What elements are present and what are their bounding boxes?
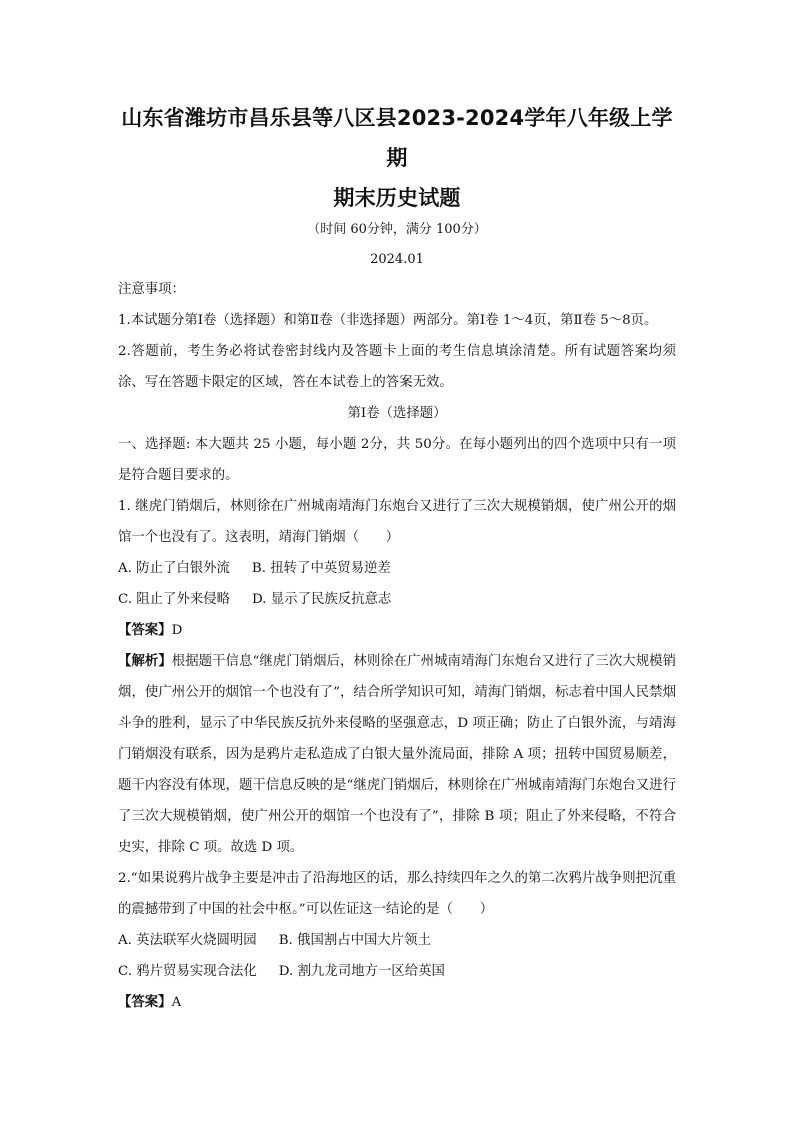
exam-date: 2024.01 [370, 252, 424, 267]
question-1-options-row-2 [118, 584, 676, 615]
notice-heading: 注意事项： [118, 282, 185, 297]
question-2-options-row-1 [118, 925, 676, 956]
question-2-options-row-2 [118, 956, 676, 987]
question-1-analysis [118, 646, 676, 863]
analysis-text: 根据题干信息“继虎门销烟后，林则徐在广州城南靖海门东炮台又进行了三次大规模销烟，使广州公开的烟馆一个也没有了”，结合所学知识可知，靖海门销烟，标志着中国人民禁烟斗争的胜利，显示了中华民族反抗外来侵略的坚强意志，D 项正确；防止了白银外流，与靖海门销烟没有联系，因为是鸦片走私造成了白银大量外流局面，排除 A 项；扭转中国贸易顺差，题干内容没有体现，题干信息反映的是“继虎门销烟后，林则徐在广州城南靖海门东炮台又进行了三次大规模销烟，使广州公开的烟馆一个也没有了”，排除 B 项；阻止了外来侵略，不符合史实，排除 C 项。故选 D 项。 [118, 654, 677, 855]
section-instructions: 一、选择题: 本大题共 25 小题，每小题 2分，共 50分。在每小题列出的四个选项中只有一项是符合题目要求的。 [118, 437, 676, 483]
question-1-option-b: B. 扭转了中英贸易逆差 [251, 561, 391, 576]
analysis-label: 【解析】 [118, 653, 172, 669]
question-2-option-a: A. 英法联军火烧圆明园 [118, 933, 257, 948]
answer-label: 【答案】 [118, 622, 172, 638]
question-2-option-c: C. 鸦片贸易实现合法化 [118, 964, 257, 979]
question-2-stem: 2.“如果说鸦片战争主要是冲击了沿海地区的话，那么持续四年之久的第二次鸦片战争则把沉重的震撼带到了中国的社会中枢。”可以佐证这一结论的是（ ） [118, 871, 676, 917]
exam-title-line2: 期末历史试题 [333, 186, 461, 210]
question-2-option-b: B. 俄国割占中国大片领土 [278, 933, 431, 948]
answer-value: A [171, 995, 182, 1010]
question-2-answer [118, 987, 676, 1018]
exam-time-score: （时间 60分钟，满分 100分） [307, 222, 487, 237]
question-1-option-c: C. 阻止了外来侵略 [118, 592, 231, 607]
section-title: 第Ⅰ卷（选择题） [347, 406, 447, 421]
question-2-option-d: D. 割九龙司地方一区给英国 [278, 964, 445, 979]
question-1-options-row-1 [118, 553, 676, 584]
notice-item-2: 2.答题前，考生务必将试卷密封线内及答题卡上面的考生信息填涂清楚。所有试题答案均须涂、写在答题卡限定的区域，答在本试卷上的答案无效。 [118, 344, 676, 390]
answer-value: D [171, 623, 183, 638]
exam-title-line1: 山东省潍坊市昌乐县等八区县2023-2024学年八年级上学期 [121, 106, 673, 170]
notice-item-1: 1.本试题分第Ⅰ卷（选择题）和第Ⅱ卷（非选择题）两部分。第Ⅰ卷 1～4页，第Ⅱ卷 5～8页。 [118, 313, 658, 328]
question-1-answer [118, 615, 676, 646]
question-1-option-a: A. 防止了白银外流 [118, 561, 230, 576]
answer-label: 【答案】 [118, 994, 172, 1010]
question-1-option-d: D. 显示了民族反抗意志 [252, 592, 392, 607]
question-1-stem: 1. 继虎门销烟后，林则徐在广州城南靖海门东炮台又进行了三次大规模销烟，使广州公开的烟馆一个也没有了。这表明，靖海门销烟（ ） [118, 499, 676, 545]
